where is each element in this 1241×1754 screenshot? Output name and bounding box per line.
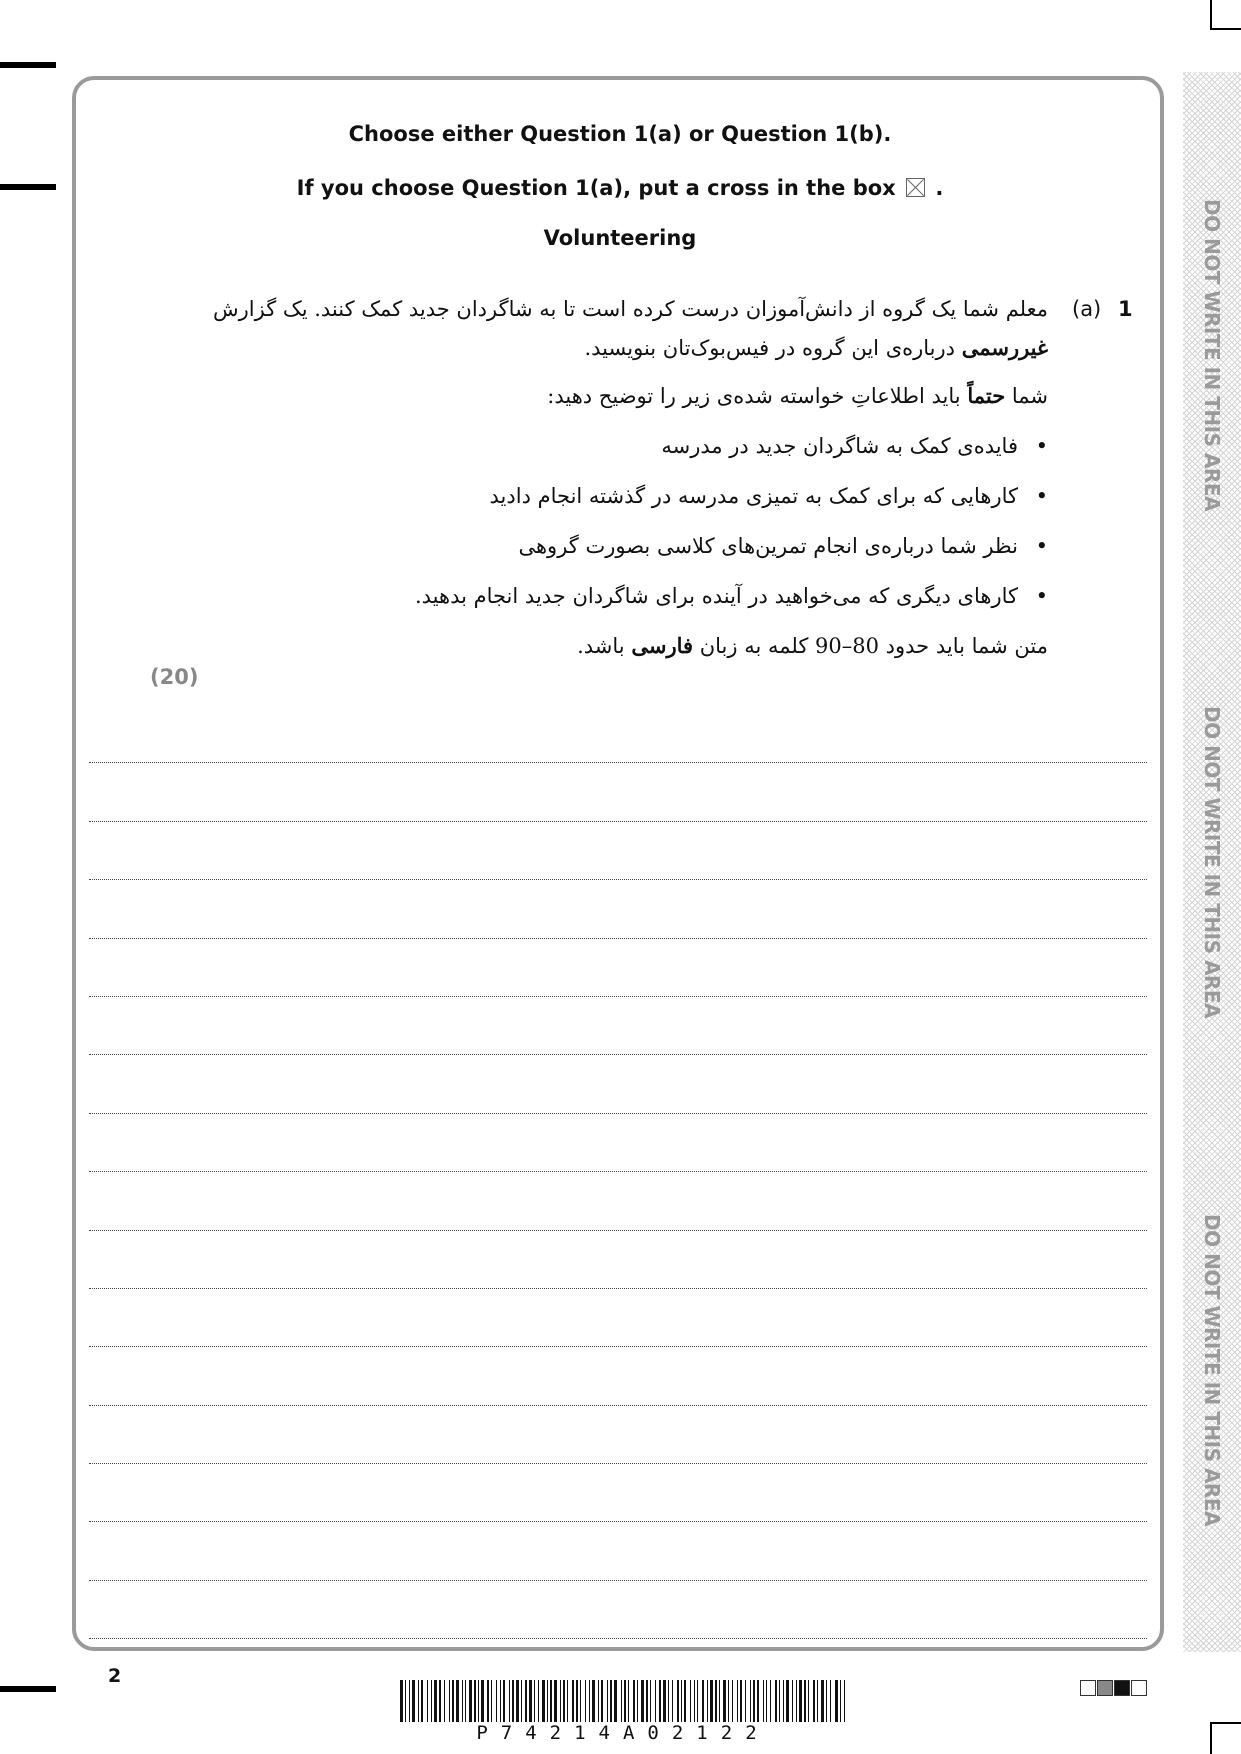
- barcode-bar: [668, 1680, 669, 1722]
- barcode-bar: [740, 1680, 742, 1722]
- barcode-bar: [840, 1680, 841, 1722]
- answer-line[interactable]: [89, 938, 1147, 939]
- barcode-bar: [826, 1680, 827, 1722]
- barcode-bar: [804, 1680, 806, 1722]
- barcode-bar: [525, 1680, 527, 1722]
- barcode-bar: [655, 1680, 656, 1722]
- barcode-bar: [835, 1680, 838, 1722]
- page-number: 2: [108, 1665, 122, 1687]
- barcode-bar: [456, 1680, 459, 1722]
- barcode-bar: [500, 1680, 501, 1722]
- bullet-icon: •: [1035, 534, 1048, 558]
- bullet-icon: •: [1035, 434, 1048, 458]
- barcode-bar: [503, 1680, 505, 1722]
- cross-instruction-suffix: .: [935, 176, 944, 200]
- cross-instruction: [72, 176, 1168, 200]
- barcode-bar: [434, 1680, 437, 1722]
- answer-line[interactable]: [89, 1405, 1147, 1406]
- barcode-bar: [681, 1680, 682, 1722]
- barcode-bar: [465, 1680, 466, 1722]
- answer-line[interactable]: [89, 1638, 1147, 1639]
- bullet-item: [415, 584, 1048, 608]
- barcode-bar: [707, 1680, 708, 1722]
- page-indicator-square: [1114, 1680, 1130, 1696]
- cross-instruction-text: If you choose Question 1(a), put a cross in the box: [296, 176, 896, 200]
- barcode-bar: [449, 1680, 450, 1722]
- barcode-bar: [646, 1680, 648, 1722]
- barcode-bar: [474, 1680, 476, 1722]
- must-prefix: شما: [1011, 384, 1048, 408]
- bullet-icon: •: [1035, 584, 1048, 608]
- barcode-bar: [628, 1680, 629, 1722]
- barcode-bar: [723, 1680, 726, 1722]
- registration-mark: [0, 1686, 56, 1692]
- barcode-bar: [641, 1680, 644, 1722]
- answer-line[interactable]: [89, 879, 1147, 880]
- barcode-bar: [757, 1680, 759, 1722]
- barcode-bar: [659, 1680, 661, 1722]
- must-word: حتماً: [967, 383, 1006, 408]
- barcode-bar: [509, 1680, 510, 1722]
- length-prefix: متن شما باید حدود 80–90 کلمه به زبان: [699, 634, 1048, 658]
- barcode-bar: [601, 1680, 603, 1722]
- bullet-item: [518, 534, 1048, 558]
- barcode-bar: [607, 1680, 608, 1722]
- question-intro-line2-text: درباره‌ی این گروه در فیس‌بوک‌تان بنویسید.: [584, 336, 956, 360]
- barcode-bar: [538, 1680, 539, 1722]
- page-indicator-square: [1097, 1680, 1113, 1696]
- barcode-bar: [592, 1680, 595, 1722]
- informal-word: غیررسمی: [961, 335, 1048, 360]
- answer-line[interactable]: [89, 1113, 1147, 1114]
- barcode-bar: [684, 1680, 686, 1722]
- barcode-bar: [547, 1680, 548, 1722]
- must-explain-line: [547, 383, 1048, 408]
- barcode-bar: [521, 1680, 522, 1722]
- barcode-bar: [799, 1680, 802, 1722]
- bullet-text: نظر شما درباره‌ی انجام تمرین‌های کلاسی بصورت گروهی: [518, 534, 1018, 558]
- crop-mark: [1210, 1722, 1241, 1724]
- answer-line[interactable]: [89, 1288, 1147, 1289]
- barcode-bar: [400, 1680, 403, 1722]
- answer-line[interactable]: [89, 1346, 1147, 1347]
- barcode-bar: [550, 1680, 552, 1722]
- barcode-bar: [516, 1680, 519, 1722]
- marks-allocation: (20): [150, 665, 199, 689]
- length-suffix: باشد.: [577, 634, 625, 658]
- barcode-bar: [496, 1680, 497, 1722]
- barcode-bar: [585, 1680, 586, 1722]
- barcode-bar: [418, 1680, 419, 1722]
- question-heading: Volunteering: [543, 226, 697, 250]
- barcode-bar: [554, 1680, 557, 1722]
- barcode-bar: [412, 1680, 415, 1722]
- barcode-bar: [563, 1680, 565, 1722]
- barcode-bar: [462, 1680, 463, 1722]
- barcode-bar: [405, 1680, 406, 1722]
- question-intro-line1: معلم شما یک گروه از دانش‌آموزان درست کرده است تا به شاگردان جدید کمک کنند. یک گزارش: [213, 297, 1048, 321]
- registration-mark: [0, 62, 56, 68]
- answer-line[interactable]: [89, 996, 1147, 997]
- barcode-bar: [763, 1680, 764, 1722]
- question-intro-line2: [584, 335, 1048, 360]
- barcode-bar: [672, 1680, 673, 1722]
- answer-line[interactable]: [89, 1521, 1147, 1522]
- barcode-bar: [844, 1680, 845, 1722]
- barcode-bar: [580, 1680, 581, 1722]
- barcode-bar: [481, 1680, 484, 1722]
- page-indicator-square: [1080, 1680, 1096, 1696]
- answer-line[interactable]: [89, 1580, 1147, 1581]
- barcode-bar: [589, 1680, 590, 1722]
- barcode-bar: [598, 1680, 599, 1722]
- registration-mark: [0, 184, 56, 190]
- barcode-bar: [610, 1680, 612, 1722]
- barcode-bar: [677, 1680, 679, 1722]
- barcode-bar: [715, 1680, 717, 1722]
- answer-line[interactable]: [89, 821, 1147, 822]
- barcode-bar: [745, 1680, 746, 1722]
- barcode-bar: [409, 1680, 410, 1722]
- bullet-item: [661, 434, 1048, 458]
- barcode-bar: [775, 1680, 777, 1722]
- barcode-bar: [567, 1680, 568, 1722]
- answer-line[interactable]: [89, 1230, 1147, 1231]
- crop-mark: [1210, 0, 1212, 30]
- barcode-bar: [452, 1680, 454, 1722]
- barcode-bar: [830, 1680, 831, 1722]
- barcode-text: P74214A02122: [476, 1722, 770, 1744]
- barcode-bar: [796, 1680, 797, 1722]
- barcode: [400, 1680, 846, 1746]
- must-rest: باید اطلاعاتِ خواسته شده‌ی زیر را توضیح دهید:: [547, 384, 961, 408]
- language-word: فارسی: [631, 633, 694, 658]
- barcode-bar: [621, 1680, 622, 1722]
- barcode-bar: [637, 1680, 638, 1722]
- barcode-bar: [512, 1680, 514, 1722]
- barcode-bar: [491, 1680, 492, 1722]
- barcode-bar: [444, 1680, 445, 1722]
- barcode-bar: [439, 1680, 441, 1722]
- barcode-bar: [650, 1680, 651, 1722]
- bullet-text: فایده‌ی کمک به شاگردان جدید در مدرسه: [661, 434, 1018, 458]
- choose-instruction: Choose either Question 1(a) or Question 1(b).: [348, 122, 892, 146]
- barcode-bars: [400, 1680, 846, 1722]
- barcode-bar: [753, 1680, 755, 1722]
- answer-line[interactable]: [89, 1171, 1147, 1172]
- barcode-bar: [421, 1680, 423, 1722]
- barcode-bar: [427, 1680, 428, 1722]
- barcode-bar: [633, 1680, 635, 1722]
- barcode-bar: [542, 1680, 545, 1722]
- barcode-bar: [710, 1680, 713, 1722]
- barcode-bar: [821, 1680, 824, 1722]
- cross-box-icon: [906, 178, 925, 197]
- answer-line[interactable]: [89, 762, 1147, 763]
- barcode-bar: [737, 1680, 738, 1722]
- barcode-bar: [431, 1680, 432, 1722]
- barcode-bar: [529, 1680, 532, 1722]
- barcode-bar: [808, 1680, 809, 1722]
- bullet-item: [490, 484, 1048, 508]
- barcode-bar: [770, 1680, 771, 1722]
- barcode-bar: [560, 1680, 561, 1722]
- barcode-bar: [792, 1680, 793, 1722]
- barcode-bar: [786, 1680, 789, 1722]
- barcode-bar: [766, 1680, 767, 1722]
- barcode-bar: [813, 1680, 815, 1722]
- crop-mark: [1210, 1722, 1212, 1754]
- question-part: (a): [1072, 297, 1102, 321]
- barcode-bar: [576, 1680, 578, 1722]
- barcode-bar: [624, 1680, 626, 1722]
- barcode-bar: [732, 1680, 733, 1722]
- bullet-text: کارهایی که برای کمک به تمیزی مدرسه در گذشته انجام دادید: [489, 484, 1018, 508]
- bullet-icon: •: [1035, 484, 1048, 508]
- answer-line[interactable]: [89, 1463, 1147, 1464]
- page-indicator-square: [1131, 1680, 1147, 1696]
- barcode-bar: [663, 1680, 666, 1722]
- barcode-bar: [783, 1680, 784, 1722]
- barcode-bar: [779, 1680, 780, 1722]
- answer-line[interactable]: [89, 1054, 1147, 1055]
- barcode-bar: [750, 1680, 751, 1722]
- barcode-bar: [469, 1680, 472, 1722]
- crop-mark: [1210, 28, 1241, 30]
- barcode-bar: [719, 1680, 720, 1722]
- barcode-bar: [702, 1680, 704, 1722]
- bullet-text: کارهای دیگری که می‌خواهید در آینده برای شاگردان جدید انجام بدهید.: [414, 584, 1018, 608]
- question-number: 1: [1118, 297, 1133, 321]
- barcode-bar: [572, 1680, 574, 1722]
- barcode-bar: [478, 1680, 479, 1722]
- barcode-bar: [487, 1680, 489, 1722]
- barcode-bar: [534, 1680, 535, 1722]
- barcode-bar: [690, 1680, 691, 1722]
- barcode-bar: [694, 1680, 695, 1722]
- barcode-bar: [728, 1680, 729, 1722]
- barcode-bar: [697, 1680, 698, 1722]
- barcode-bar: [614, 1680, 617, 1722]
- length-requirement: [577, 633, 1048, 658]
- barcode-bar: [817, 1680, 818, 1722]
